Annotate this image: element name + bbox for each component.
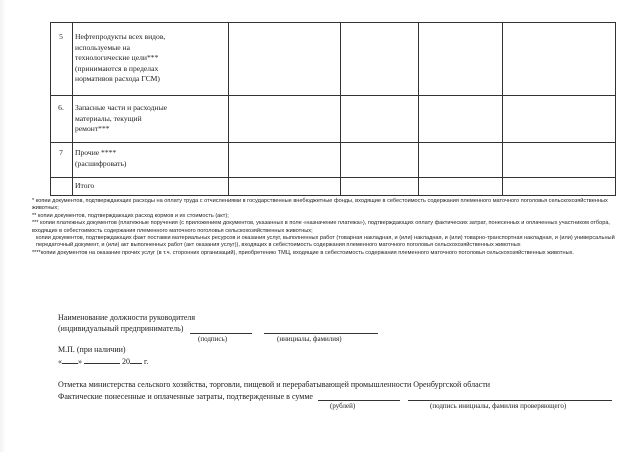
- footnotes: [32, 198, 622, 257]
- stamp-label: М.П. (при наличии): [58, 345, 126, 354]
- table-border: [615, 22, 616, 196]
- row-name-line: технологические цели***: [75, 53, 159, 63]
- confirmed-expenses-label: Фактические понесенные и оплаченные затраты, подтвержденные в сумме: [58, 392, 313, 401]
- footnote: * копии документов, подтверждающих расходы на оплату труда с отчислениями в государственные внебюджетные фонды, входящие в себестоимость содержания племенного маточного поголовья сельскохозяйственных животных;: [32, 198, 608, 212]
- table-divider: [340, 22, 341, 196]
- position-title-sub: (индивидуальный предприниматель): [58, 324, 184, 333]
- initials-caption: (инициалы, фамилия): [277, 335, 342, 343]
- footnote: копии документов, подтверждающих факт поставки материальных ресурсов и оказания услуг, выполненных работ (товарная накладная, и (или) накладная, и (или) товарно-транспортная накладная, и (или) универсальный передаточный документ, и (или) акт выполненных работ (акт оказания услуг)), входящих в себестоимость содержания племенного маточного поголовья сельскохозяйственных животных: [36, 235, 615, 249]
- month-blank: [84, 355, 120, 364]
- year-suffix: г.: [144, 357, 149, 366]
- table-row-divider: [50, 177, 616, 178]
- row-name-line: используемые на: [75, 42, 130, 52]
- table-border: [50, 195, 616, 196]
- row-name-line: нормативов расхода ГСМ): [75, 74, 160, 84]
- footnote: *** копии платежных документов (платежные поручения (с приложением документов, указанных в поле «назначение платежа»), подтверждающих оплату фактических затрат, понесенных и оплаченных участником отбора, входящих в себестоимость содержания племенного маточного поголовья сельскохозяйственных животных;: [32, 220, 610, 234]
- date-quote-open: «: [58, 357, 62, 366]
- row-name-line: материалы, текущий: [75, 113, 142, 123]
- row-name-line: (расшифровать): [75, 158, 127, 168]
- table-divider: [502, 22, 503, 196]
- row-number: 5: [59, 32, 63, 41]
- table-row-divider: [50, 142, 616, 143]
- table-divider: [228, 22, 229, 196]
- row-name-line: (принимаются в пределах: [75, 63, 159, 73]
- day-blank: [62, 355, 78, 364]
- row-name: [75, 103, 225, 135]
- row-name: [75, 148, 225, 169]
- footnote: ** копии документов, подтверждающих расход кормов и их стоимость (акт);: [32, 212, 229, 219]
- row-name-line: Запасные части и расходные: [75, 103, 168, 112]
- row-number: 6.: [58, 103, 64, 112]
- row-number: 7: [59, 148, 63, 157]
- date-line: [58, 355, 148, 367]
- ministry-mark: Отметка министерства сельского хозяйства, торговли, пищевой и перерабатывающей промышленности Оренбургской области: [58, 380, 490, 389]
- table-divider: [72, 22, 73, 196]
- signature-caption: (подпись): [198, 335, 228, 343]
- date-quote-close: »: [78, 357, 82, 366]
- position-title: Наименование должности руководителя: [58, 313, 196, 322]
- total-label: Итого: [75, 181, 95, 190]
- row-name-line: Прочие ****: [75, 148, 117, 157]
- table-row-divider: [50, 95, 616, 96]
- row-name: [75, 32, 225, 85]
- table-divider: [418, 22, 419, 196]
- expenses-table: [50, 22, 616, 196]
- rubles-caption: (рублей): [330, 402, 356, 410]
- checker-caption: (подпись инициалы, фамилия проверяющего): [430, 402, 567, 410]
- table-border: [50, 22, 616, 23]
- row-name-line: ремонт***: [75, 124, 110, 134]
- year-prefix: 20: [122, 357, 130, 366]
- row-name-line: Нефтепродукты всех видов,: [75, 32, 166, 41]
- footnote: ****копии документов на оказание прочих услуг (в т.ч. сторонних организаций), приобретению ТМЦ, входящие в себестоимость содержания племенного маточного поголовья сельскохозяйственных животных.: [32, 249, 574, 256]
- year-blank: [130, 355, 142, 364]
